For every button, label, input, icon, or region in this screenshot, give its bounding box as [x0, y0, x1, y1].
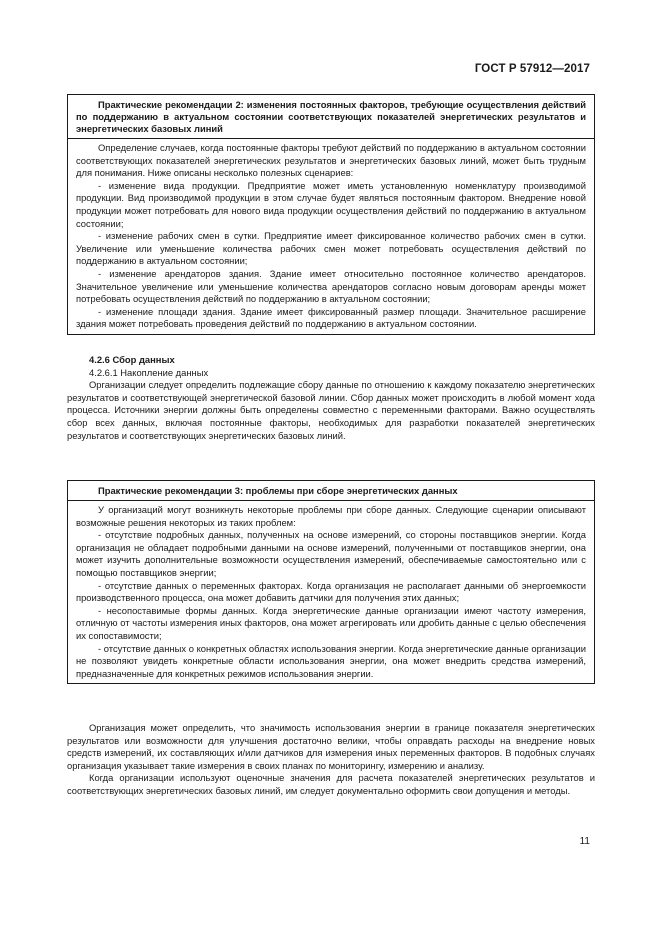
section-4-2-6 [67, 354, 595, 442]
paragraph: Когда организации используют оценочные значения для расчета показателей энергетических результатов и соответствующих энергетических базовых линий, им следует документально оформить свои допущения и методы. [67, 772, 595, 796]
recommendation-box-2-title: Практические рекомендации 2: изменения постоянных факторов, требующие осуществления действий по поддержанию в актуальном состоянии соответствующих показателей энергетических результатов и энергетических базовых линий [68, 95, 594, 139]
list-item: - изменение вида продукции. Предприятие может иметь установленную номенклатуру производимой продукции. Вид производимой продукции в этом случае будет являться постоянным фактором. Внедрение новой продукции может потребовать для нового вида продукции осуществления действий по поддержанию в актуальном состоянии; [76, 179, 586, 229]
paragraph: У организаций могут возникнуть некоторые проблемы при сборе данных. Следующие сценарии описывают возможные решения некоторых из таких проблем: [76, 504, 586, 528]
list-item: - отсутствие данных о конкретных областях использования энергии. Когда энергетические данные организации не позволяют увидеть конкретные области использования энергии, она может внедрить средства измерений, предназначенные для конкретных режимов использования энергии. [76, 642, 586, 679]
section-heading: 4.2.6 Сбор данных [89, 354, 175, 365]
paragraph: Организации следует определить подлежащие сбору данные по отношению к каждому показателю энергетических результатов и соответствующей энергетической базовой линии. Сбор данных может происходить в любой момент хода процесса. Источники энергии должны быть определены совместно с переменными факторами. Важно осуществлять сбор всех данных, включая постоянные факторы, необходимых для разработки показателей энергетических результатов и соответствующих энергетических базовых линий. [67, 379, 595, 441]
list-item: - несопоставимые формы данных. Когда энергетические данные организации имеют частоту измерения, отличную от частоты измерения иных факторов, она может агрегировать или дробить данные с целью обеспечения их сопоставимости; [76, 604, 586, 641]
subsection-heading: 4.2.6.1 Накопление данных [89, 366, 209, 378]
recommendation-box-2-body [68, 139, 594, 334]
recommendation-box-3-title: Практические рекомендации 3: проблемы при сборе энергетических данных [68, 481, 594, 501]
closing-text [67, 722, 595, 798]
list-item: - изменение рабочих смен в сутки. Предприятие имеет фиксированное количество рабочих смен в сутки. Увеличение или уменьшение количества рабочих смен может потребовать осуществления действий по поддержанию в актуальном состоянии; [76, 230, 586, 267]
paragraph: Определение случаев, когда постоянные факторы требуют действий по поддержанию в актуальном состоянии соответствующих показателей энергетических результатов и энергетических базовых линий, может быть трудным для понимания. Ниже описаны несколько полезных сценариев: [76, 142, 586, 179]
recommendation-box-3-body [68, 501, 594, 683]
page-number: 11 [579, 836, 590, 847]
list-item: - изменение арендаторов здания. Здание имеет относительно постоянное количество арендаторов. Значительное увеличение или уменьшение количества арендаторов согласно новым договорам аренды может потребовать осуществления действий по поддержанию в актуальном состоянии; [76, 267, 586, 305]
paragraph: Организация может определить, что значимость использования энергии в границе показателя энергетических результатов или возможности для улучшения достаточно велики, чтобы оправдать расходы на внедрение новых средств измерений, их составляющих и/или датчиков для измерения иных переменных факторов. В подобных случаях организация указывает такие измерения в своих планах по мониторингу, измерению и анализу. [67, 722, 595, 771]
recommendation-box-3 [67, 480, 595, 684]
list-item: - отсутствие данных о переменных факторах. Когда организация не располагает данными об энергоемкости производственного процесса, она может добавить датчики для получения этих данных; [76, 579, 586, 604]
recommendation-box-2 [67, 94, 595, 335]
list-item: - изменение площади здания. Здание имеет фиксированный размер площади. Значительное расширение здания может потребовать проведения действий по поддержанию в актуальном состоянии. [76, 305, 586, 330]
document-code: ГОСТ Р 57912—2017 [474, 63, 590, 75]
list-item: - отсутствие подробных данных, полученных на основе измерений, со стороны поставщиков энергии. Когда организация не обладает подробными данными на основе измерений, полученными от поставщиков энергии, она может изучить дополнительные возможности осуществления измерений, обеспечиваемые самостоятельно или с помощью поставщиков энергии; [76, 529, 586, 578]
